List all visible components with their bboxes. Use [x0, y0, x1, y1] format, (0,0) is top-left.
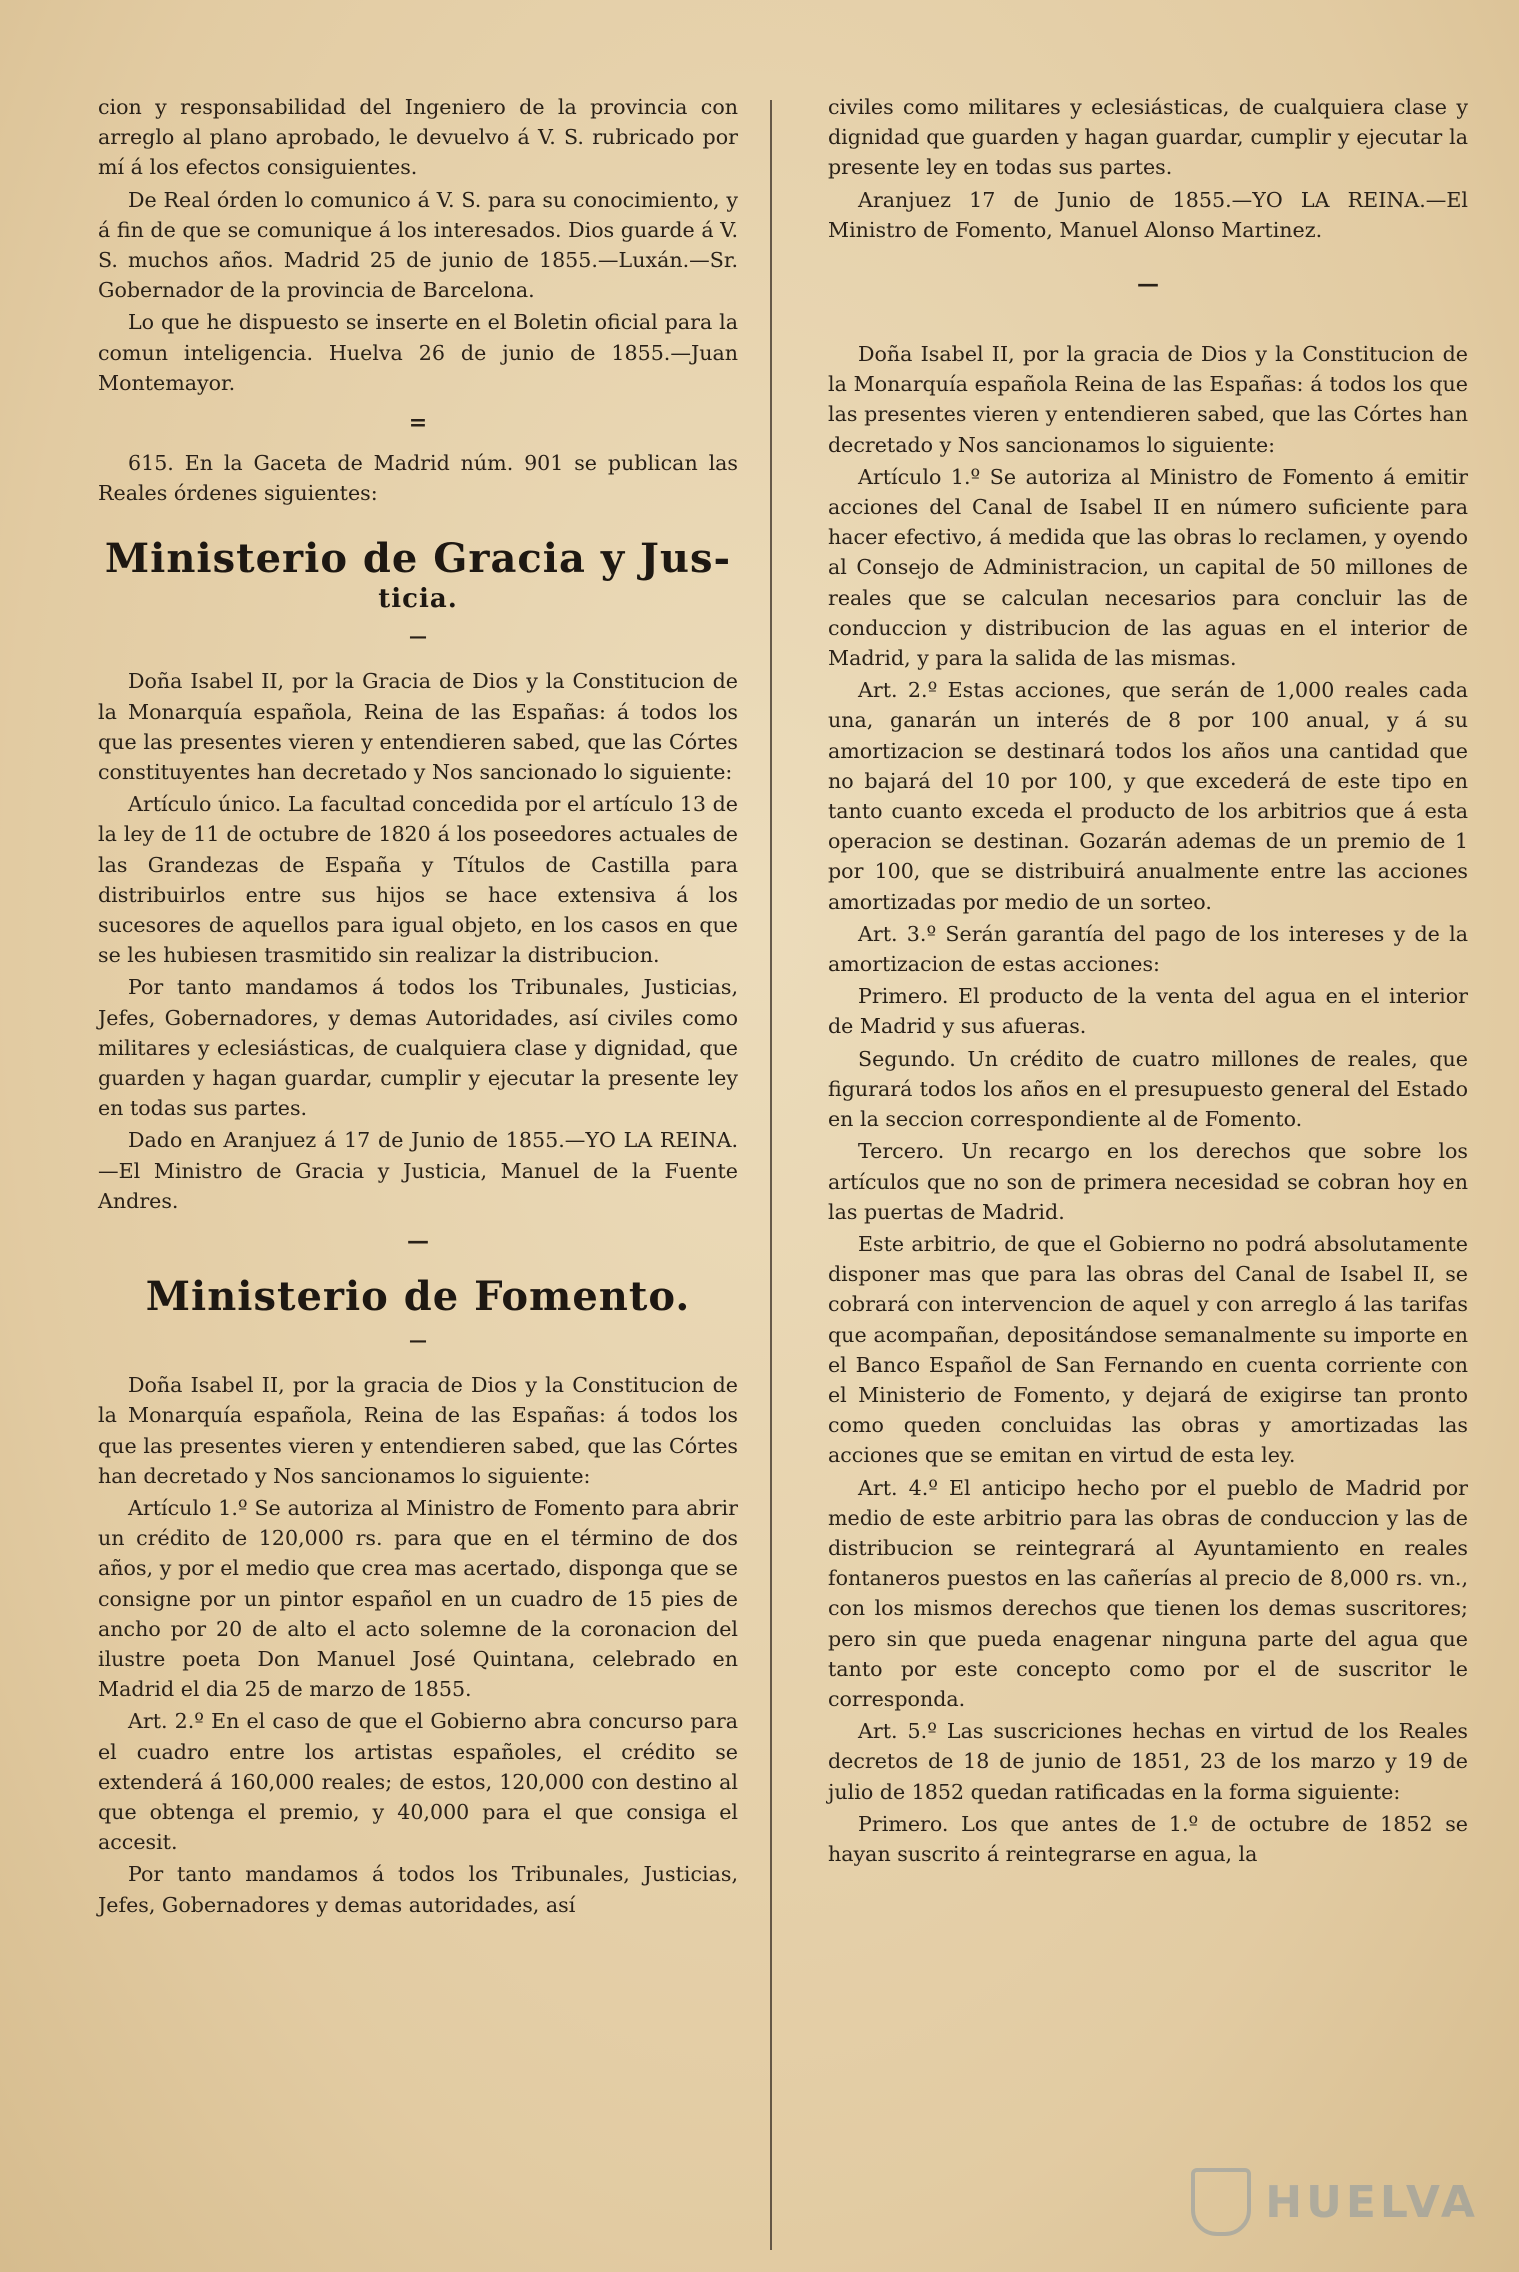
watermark-text: HUELVA: [1265, 2176, 1479, 2228]
separator: —: [1137, 271, 1159, 298]
paragraph: 615. En la Gaceta de Madrid núm. 901 se publican las Reales órdenes siguientes:: [98, 451, 738, 506]
paragraph: Artículo único. La facultad concedida por el artículo 13 de la ley de 11 de octubre de 1820 á los poseedores actuales de las Grandezas de España y Títulos de Castilla para distribuirlos entre sus hijos se hace extensiva á los sucesores de aquellos para igual objeto, en los casos en que se les hubiesen trasmitido sin realizar la distribucion.: [98, 792, 738, 968]
paragraph: civiles como militares y eclesiásticas, de cualquiera clase y dignidad que guarden y hagan guardar, cumplir y ejecutar la presente ley en todas sus partes.: [828, 95, 1468, 180]
left-column: [98, 92, 738, 1922]
paragraph: Art. 4.º El anticipo hecho por el pueblo de Madrid por medio de este arbitrio para las obras de conduccion y las de distribucion se reintegrará al Ayuntamiento en reales fontaneros puestos en las cañerías al precio de 8,000 rs. vn., con los mismos derechos que tienen los demas suscritores; pero sin que pueda enagenar ninguna parte del agua que tanto por este concepto como por el de suscritor le corresponda.: [828, 1475, 1468, 1711]
right-column: [828, 92, 1468, 1871]
shield-icon: [1191, 2168, 1251, 2236]
paragraph: Art. 2.º Estas acciones, que serán de 1,000 reales cada una, ganarán un interés de 8 por 100 anual, y á su amortizacion se destinará todos los años una cantidad que no bajará del 10 por 100, y que excederá de este tipo en tanto cuanto exceda el producto de los arbitrios que á esta operacion se destinan. Gozarán ademas de un premio de 1 por 100, que se distribuirá anualmente entre las acciones amortizadas por medio de un sorteo.: [828, 678, 1468, 914]
section-heading-line2: ticia.: [378, 584, 458, 615]
paragraph: Doña Isabel II, por la gracia de Dios y la Constitucion de la Monarquía española, Reina de las Españas: á todos los que las presentes vieren y entendieren sabed, que las Córtes han decretado y Nos sancionamos lo siguiente:: [98, 1373, 738, 1488]
paragraph: Primero. Los que antes de 1.º de octubre de 1852 se hayan suscrito á reintegrarse en agua, la: [828, 1811, 1468, 1866]
paragraph: Segundo. Un crédito de cuatro millones de reales, que figurará todos los años en el presupuesto general del Estado en la seccion correspondiente al de Fomento.: [828, 1046, 1468, 1132]
paragraph: Art. 3.º Serán garantía del pago de los intereses y de la amortizacion de estas acciones:: [828, 921, 1468, 977]
section-heading: [98, 536, 738, 616]
paragraph: Este arbitrio, de que el Gobierno no podrá absolutamente disponer mas que para las obras del Canal de Isabel II, se cobrará con intervencion de aquel y con arreglo á las tarifas que acompañan, depositándose semanalmente su importe en el Banco Español de San Fernando en cuenta corriente con el Ministerio de Fomento, y dejará de exigirse tan pronto como queden concluidas las obras y amortizadas las acciones que se emitan en virtud de esta ley.: [828, 1231, 1468, 1468]
section-heading: Ministerio de Fomento.: [145, 1273, 691, 1321]
paragraph: Art. 5.º Las suscriciones hechas en virtud de los Reales decretos de 18 de junio de 1851, 23 de los marzo y 19 de julio de 1852 quedan ratificadas en la forma siguiente:: [828, 1719, 1468, 1804]
paragraph: Por tanto mandamos á todos los Tribunales, Justicias, Jefes, Gobernadores, y demas Autoridades, así civiles como militares y eclesiásticas, de cualquiera clase y dignidad, que guarden y hagan guardar, cumplir y ejecutar la presente ley en todas sus partes.: [98, 975, 738, 1121]
paragraph: Tercero. Un recargo en los derechos que sobre los artículos que no son de primera necesidad se cobran hoy en las puertas de Madrid.: [828, 1139, 1468, 1224]
separator: —: [409, 626, 427, 648]
separator: —: [409, 1330, 427, 1352]
paragraph: Aranjuez 17 de Junio de 1855.—YO LA REINA.—El Ministro de Fomento, Manuel Alonso Martinez.: [828, 187, 1468, 242]
separator: =: [408, 410, 428, 437]
paragraph: De Real órden lo comunico á V. S. para su conocimiento, y á fin de que se comunique á los interesados. Dios guarde á V. S. muchos años. Madrid 25 de junio de 1855.—Luxán.—Sr. Gobernador de la provincia de Barcelona.: [98, 187, 738, 303]
paragraph: Art. 2.º En el caso de que el Gobierno abra concurso para el cuadro entre los artistas españoles, el crédito se extenderá á 160,000 reales; de estos, 120,000 con destino al que obtenga el premio, y 40,000 para el que consiga el accesit.: [98, 1709, 738, 1855]
paragraph: Artículo 1.º Se autoriza al Ministro de Fomento para abrir un crédito de 120,000 rs. para que en el término de dos años, y por el medio que crea mas acertado, disponga que se consigne por un pintor español en un cuadro de 15 pies de ancho por 20 de alto el acto solemne de la coronacion del ilustre poeta Don Manuel José Quintana, celebrado en Madrid el dia 25 de marzo de 1855.: [98, 1495, 738, 1702]
paragraph: Artículo 1.º Se autoriza al Ministro de Fomento á emitir acciones del Canal de Isabel II en número suficiente para hacer efectivo, á medida que las obras lo reclamen, y oyendo al Consejo de Administracion, un capital de 50 millones de reales que se calculan necesarios para concluir las de conduccion y distribucion de las aguas en el interior de Madrid, y para la salida de las mismas.: [828, 464, 1468, 671]
section-heading-line1: Ministerio de Gracia y Jus-: [104, 535, 732, 583]
paragraph: Primero. El producto de la venta del agua en el interior de Madrid y sus afueras.: [828, 984, 1468, 1039]
paragraph: Por tanto mandamos á todos los Tribunales, Justicias, Jefes, Gobernadores y demas autoridades, así: [98, 1862, 738, 1917]
paragraph: Doña Isabel II, por la Gracia de Dios y la Constitucion de la Monarquía española, Reina de las Españas: á todos los que las presentes vieren y entendieren sabed, que las Córtes constituyentes han decretado y Nos sancionado lo siguiente:: [98, 669, 738, 785]
library-watermark: [1191, 2168, 1479, 2236]
paragraph: Doña Isabel II, por la gracia de Dios y la Constitucion de la Monarquía española Reina de las Españas: á todos los que las presentes vieren y entendieren sabed, que las Córtes han decretado y Nos sancionamos lo siguiente:: [828, 342, 1468, 457]
paragraph: cion y responsabilidad del Ingeniero de la provincia con arreglo al plano aprobado, le devuelvo á V. S. rubricado por mí á los efectos consiguientes.: [98, 95, 738, 180]
paragraph: Dado en Aranjuez á 17 de Junio de 1855.—YO LA REINA.—El Ministro de Gracia y Justicia, Manuel de la Fuente Andres.: [98, 1128, 738, 1213]
paragraph: Lo que he dispuesto se inserte en el Boletin oficial para la comun inteligencia. Huelva 26 de junio de 1855.—Juan Montemayor.: [98, 310, 738, 395]
separator: —: [407, 1228, 429, 1255]
column-divider: [770, 100, 772, 2250]
